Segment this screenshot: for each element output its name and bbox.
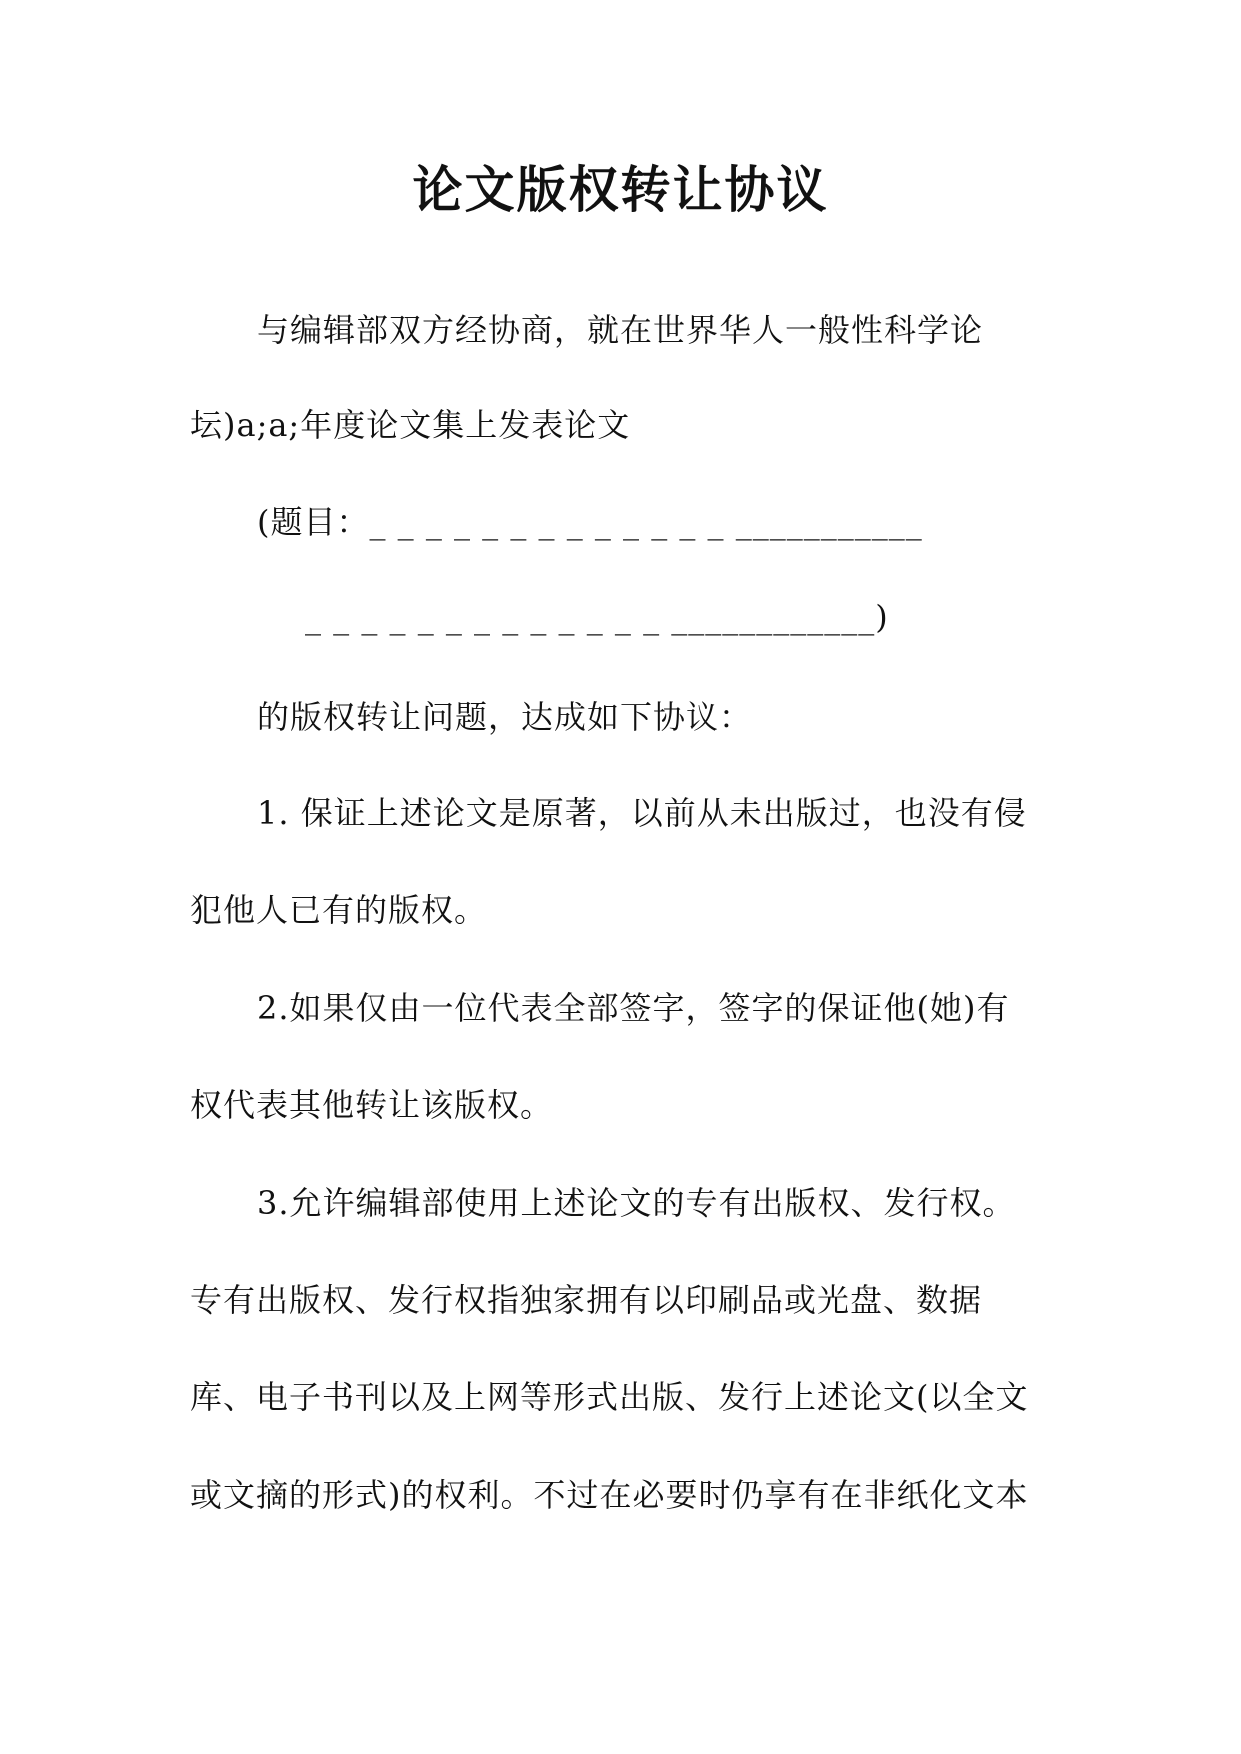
clause-2-line-2: 权代表其他转让该版权。 bbox=[190, 1086, 554, 1124]
paragraph-line-1: 与编辑部双方经协商，就在世界华人一般性科学论 bbox=[257, 311, 984, 349]
clause-3-line-1: 3.允许编辑部使用上述论文的专有出版权、发行权。 bbox=[257, 1184, 1016, 1222]
clause-1-line-2: 犯他人已有的版权。 bbox=[190, 891, 488, 929]
document-title: 论文版权转让协议 bbox=[412, 161, 829, 219]
clause-1-line-1: 1. 保证上述论文是原著，以前从未出版过，也没有侵 bbox=[257, 794, 1027, 832]
title-blank-line-2: _ _ _ _ _ _ _ _ _ _ _ _ _ ____________) bbox=[305, 598, 889, 636]
clause-3-line-2: 专有出版权、发行权指独家拥有以印刷品或光盘、数据 bbox=[190, 1281, 983, 1319]
clause-3-line-3: 库、电子书刊以及上网等形式出版、发行上述论文(以全文 bbox=[190, 1378, 1029, 1416]
title-blank-line-1: (题目：_ _ _ _ _ _ _ _ _ _ _ _ _ ___________ bbox=[257, 503, 923, 541]
clause-2-line-1: 2.如果仅由一位代表全部签字，签字的保证他(她)有 bbox=[257, 989, 1010, 1027]
agreement-intro-line: 的版权转让问题，达成如下协议： bbox=[257, 698, 753, 736]
clause-3-line-4: 或文摘的形式)的权利。不过在必要时仍享有在非纸化文本 bbox=[190, 1476, 1029, 1514]
paragraph-line-2: 坛)a;a;年度论文集上发表论文 bbox=[190, 406, 631, 444]
